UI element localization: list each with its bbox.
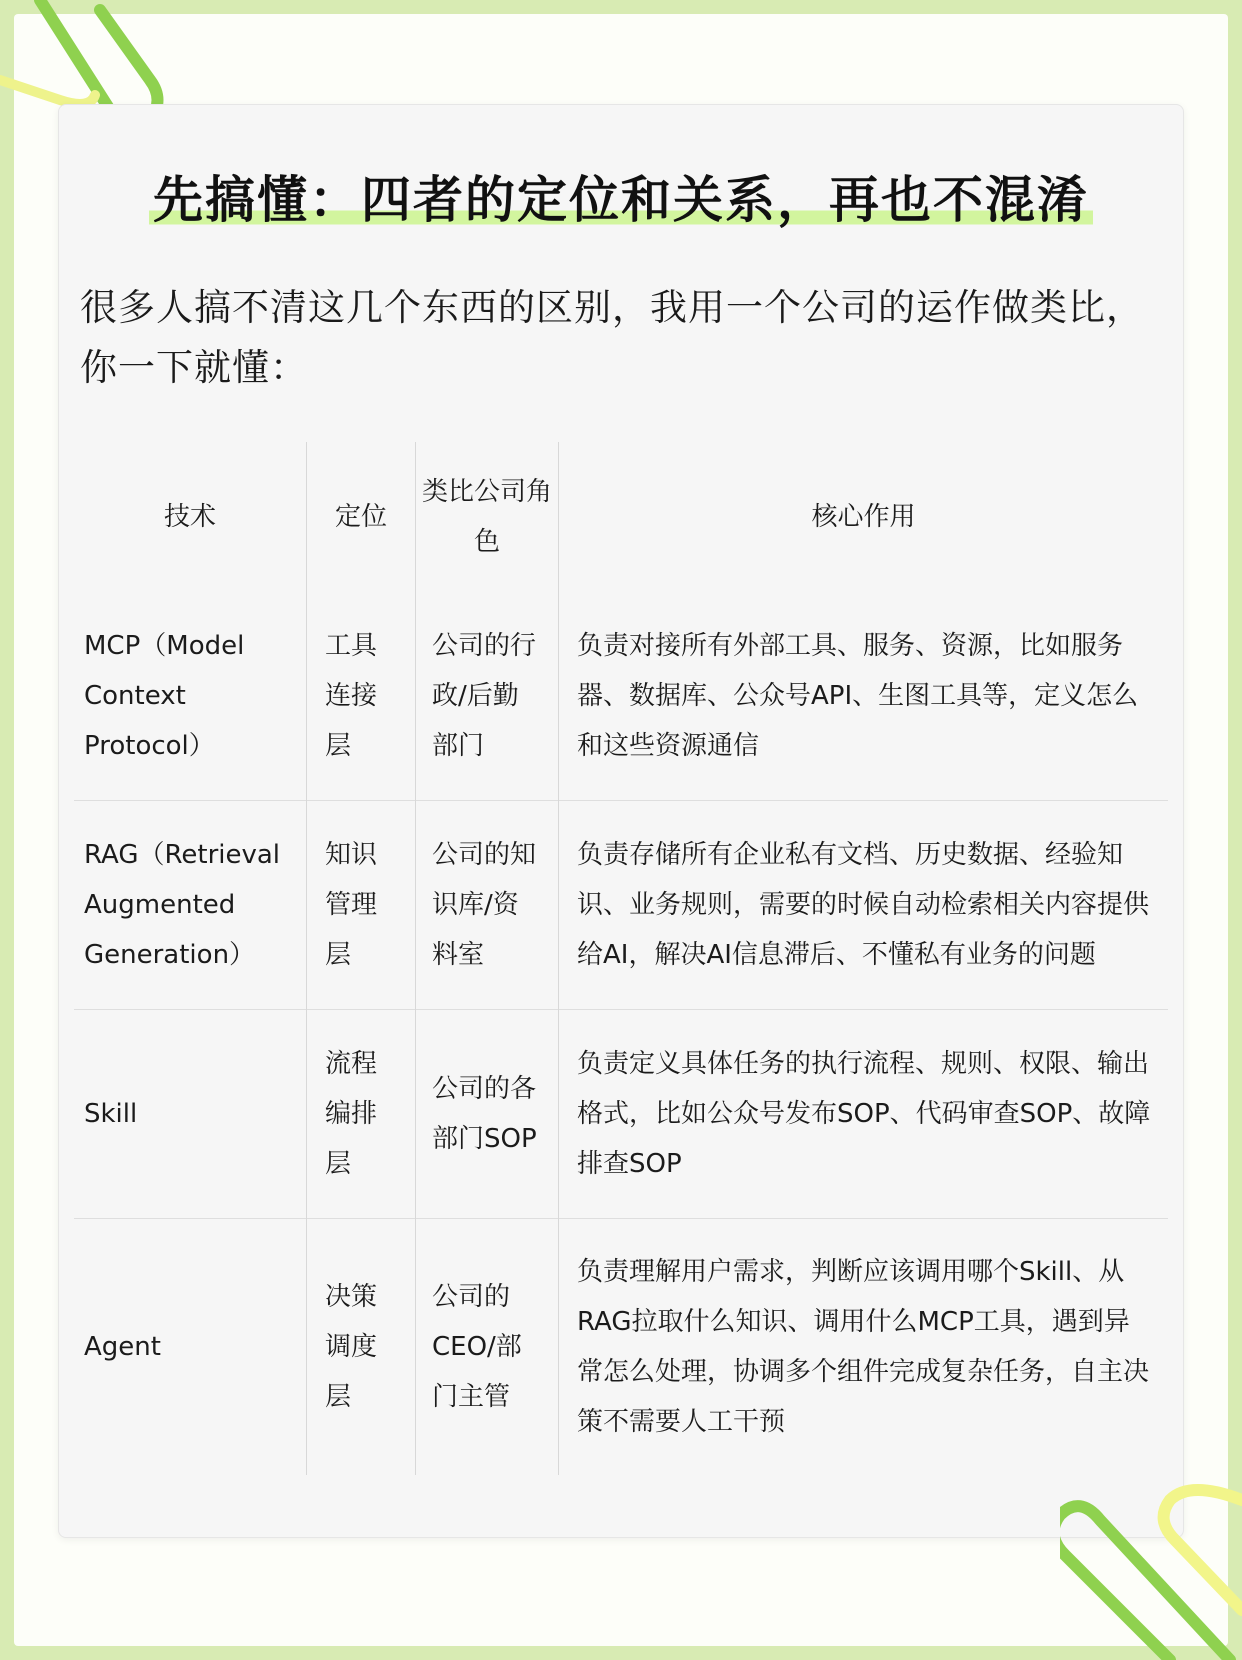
header-position: 定位 xyxy=(307,442,416,592)
table-row xyxy=(74,1219,1168,1476)
cell-tech: MCP（Model Context Protocol） xyxy=(84,631,245,761)
comparison-table xyxy=(74,442,1168,1475)
header-role: 类比公司角色 xyxy=(416,442,559,592)
intro-paragraph: 很多人搞不清这几个东西的区别，我用一个公司的运作做类比，你一下就懂： xyxy=(80,286,1144,389)
cell-role: 公司的各部门SOP xyxy=(416,1010,559,1219)
header-core: 核心作用 xyxy=(559,442,1169,592)
cell-tech: Skill xyxy=(74,1010,307,1219)
header-tech: 技术 xyxy=(163,502,216,532)
cell-role: 公司的行政/后勤部门 xyxy=(416,592,559,801)
paperclip-top-left-yellow-wire xyxy=(0,80,95,104)
cell-core: 负责理解用户需求，判断应该调用哪个Skill、从RAG拉取什么知识、调用什么MCP工具，遇到异常怎么处理，协调多个组件完成复杂任务，自主决策不需要人工干预 xyxy=(559,1219,1169,1476)
page-title-text: 先搞懂：四者的定位和关系，再也不混淆 xyxy=(149,171,1093,229)
cell-position: 流程编排层 xyxy=(307,1010,416,1219)
paperclip-bottom-right-yellow-wire xyxy=(1164,1490,1242,1610)
table-row xyxy=(74,592,1168,801)
cell-position: 工具连接层 xyxy=(307,592,416,801)
cell-tech: RAG（Retrieval Augmented Generation） xyxy=(74,801,307,1010)
cell-core: 负责定义具体任务的执行流程、规则、权限、输出格式，比如公众号发布SOP、代码审查SOP、故障排查SOP xyxy=(559,1010,1169,1219)
table-row xyxy=(74,1010,1168,1219)
paperclip-bottom-right-green-wire xyxy=(1060,1506,1230,1660)
cell-role: 公司的CEO/部门主管 xyxy=(416,1219,559,1476)
cell-position: 决策调度层 xyxy=(307,1219,416,1476)
table-header-row xyxy=(74,442,1168,592)
page-title xyxy=(0,170,1242,230)
table-row xyxy=(74,801,1168,1010)
cell-core: 负责存储所有企业私有文档、历史数据、经验知识、业务规则，需要的时候自动检索相关内容提供给AI，解决AI信息滞后、不懂私有业务的问题 xyxy=(559,801,1169,1010)
cell-core: 负责对接所有外部工具、服务、资源，比如服务器、数据库、公众号API、生图工具等，定义怎么和这些资源通信 xyxy=(559,592,1169,801)
cell-tech: Agent xyxy=(74,1219,307,1476)
paperclip-bottom-right-icon xyxy=(1060,1460,1242,1660)
cell-role: 公司的知识库/资料室 xyxy=(416,801,559,1010)
cell-position: 知识管理层 xyxy=(307,801,416,1010)
